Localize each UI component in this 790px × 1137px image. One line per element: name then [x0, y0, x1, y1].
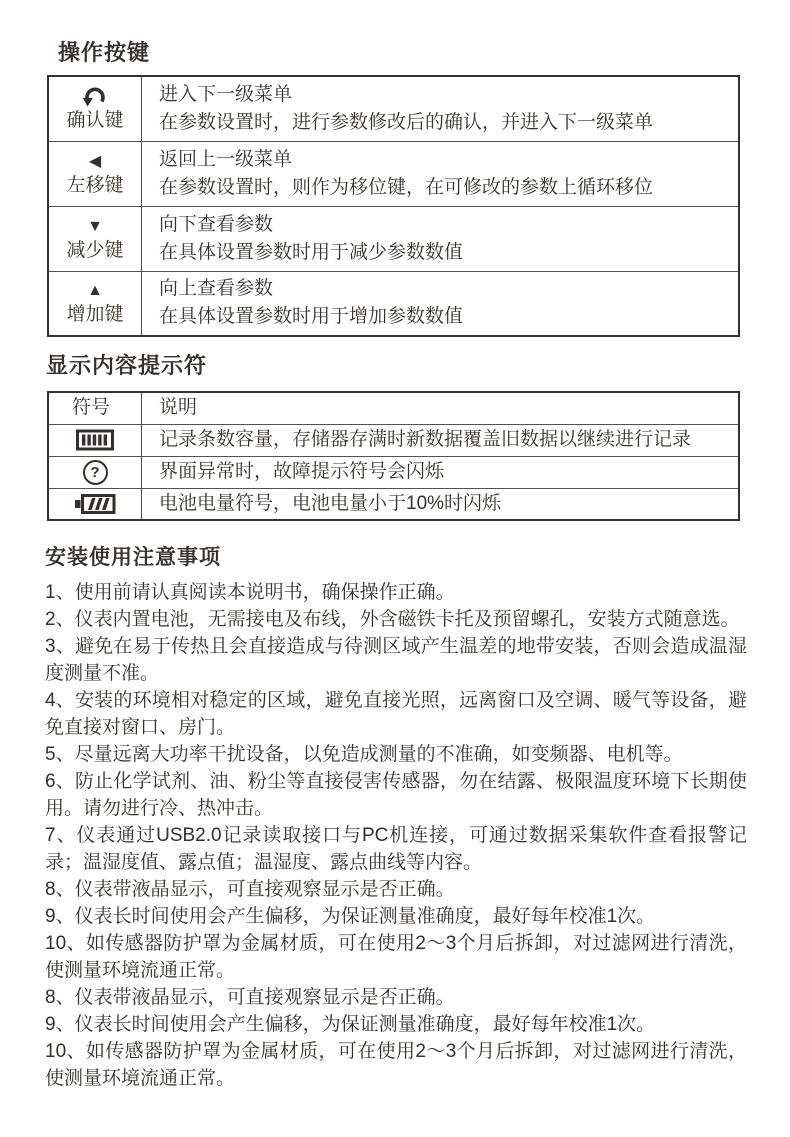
key-desc-line: 向下查看参数: [159, 213, 274, 235]
table-row: [48, 206, 739, 271]
key-name-label: 增加键: [66, 304, 124, 326]
key-desc-line: 向上查看参数: [159, 278, 274, 300]
note-item: 1、使用前请认真阅读本说明书，确保操作正确。: [45, 582, 455, 603]
note-item: 2、仪表内置电池，无需接电及布线，外含磁铁卡托及预留螺孔，安装方式随意选。: [45, 609, 740, 630]
indicator-symbol-cell: [48, 488, 142, 520]
record-capacity-icon: [76, 431, 114, 448]
indicator-description-cell: [142, 456, 740, 488]
note-item: 6、防止化学试剂、油、粉尘等直接侵害传感器，勿在结露、极限温度环境下长期使用。请勿进行冷、热冲击。: [45, 771, 747, 819]
key-name-label: 减少键: [66, 239, 124, 261]
key-name-label: 确认键: [66, 109, 124, 131]
note-item: 8、仪表带液晶显示，可直接观察显示是否正确。: [45, 879, 455, 900]
indicator-description-cell: [142, 488, 740, 520]
key-desc-line: 进入下一级菜单: [159, 83, 293, 105]
section-title-operation-keys: 操作按键: [58, 40, 151, 65]
symbol-header-label: 符号: [71, 397, 110, 419]
key-symbol-cell: [48, 271, 142, 336]
table-row: [48, 141, 739, 206]
left-triangle-icon: ◀: [88, 152, 102, 170]
table-row: [48, 424, 739, 456]
note-item: 7、仪表通过USB2.0记录读取接口与PC机连接，可通过数据采集软件查看报警记录；温湿度值、露点值；温湿度、露点曲线等内容。: [45, 825, 747, 873]
table-row: [48, 76, 739, 141]
operation-keys-table: [47, 75, 740, 337]
table-header-row: [48, 392, 739, 424]
key-desc-line: 在参数设置时，进行参数修改后的确认，并进入下一级菜单: [159, 111, 654, 133]
note-item: 9、仪表长时间使用会产生偏移，为保证测量准确度，最好每年校准1次。: [45, 906, 656, 927]
description-header-cell: [142, 392, 740, 424]
section-title-installation-notes: 安装使用注意事项: [45, 546, 221, 569]
up-triangle-icon: ▲: [87, 282, 103, 300]
key-desc-line: 在参数设置时，则作为移位键，在可修改的参数上循环移位: [159, 176, 654, 198]
down-triangle-icon: ▼: [87, 217, 103, 235]
display-indicators-table: [47, 391, 740, 521]
key-description-cell: [142, 206, 740, 271]
note-item: 8、仪表带液晶显示，可直接观察显示是否正确。: [45, 987, 455, 1008]
key-description-cell: [142, 76, 740, 141]
table-row: [48, 488, 739, 520]
note-item: 10、如传感器防护罩为金属材质，可在使用2～3个月后拆卸，对过滤网进行清洗，使测量环境流通正常。: [45, 1041, 747, 1089]
battery-icon: [74, 495, 116, 512]
key-desc-line: 返回上一级菜单: [159, 148, 293, 170]
key-desc-line: 在具体设置参数时用于减少参数数值: [159, 241, 464, 263]
note-item: 4、安装的环境相对稳定的区域，避免直接光照，远离窗口及空调、暖气等设备，避免直接对窗口、房门。: [45, 690, 747, 738]
table-row: [48, 271, 739, 336]
symbol-header-cell: [48, 392, 142, 424]
indicator-symbol-cell: [48, 456, 142, 488]
installation-notes-list: [45, 579, 747, 1092]
table-row: [48, 456, 739, 488]
key-description-cell: [142, 141, 740, 206]
key-description-cell: [142, 271, 740, 336]
note-item: 3、避免在易于传热且会直接造成与待测区域产生温差的地带安装，否则会造成温湿度测量不准。: [45, 636, 747, 684]
key-name-label: 左移键: [66, 174, 124, 196]
rotate-arrow-icon: [49, 86, 141, 108]
note-item: 9、仪表长时间使用会产生偏移，为保证测量准确度，最好每年校准1次。: [45, 1014, 656, 1035]
indicator-description: 电池电量符号，电池电量小于10%时闪烁: [159, 492, 502, 514]
indicator-description-cell: [142, 424, 740, 456]
indicator-symbol-cell: [48, 424, 142, 456]
key-desc-line: 在具体设置参数时用于增加参数数值: [159, 306, 464, 328]
indicator-description: 界面异常时，故障提示符号会闪烁: [159, 461, 445, 482]
key-symbol-cell: [48, 206, 142, 271]
key-symbol-cell: [48, 76, 142, 141]
key-symbol-cell: [48, 141, 142, 206]
note-item: 5、尽量远离大功率干扰设备，以免造成测量的不准确，如变频器、电机等。: [45, 744, 683, 765]
note-item: 10、如传感器防护罩为金属材质，可在使用2～3个月后拆卸，对过滤网进行清洗，使测量环境流通正常。: [45, 933, 747, 981]
description-header-label: 说明: [159, 397, 198, 419]
indicator-description: 记录条数容量，存储器存满时新数据覆盖旧数据以继续进行记录: [159, 429, 692, 450]
section-title-display-indicators: 显示内容提示符: [46, 353, 208, 378]
question-mark-icon: ?: [83, 460, 108, 485]
